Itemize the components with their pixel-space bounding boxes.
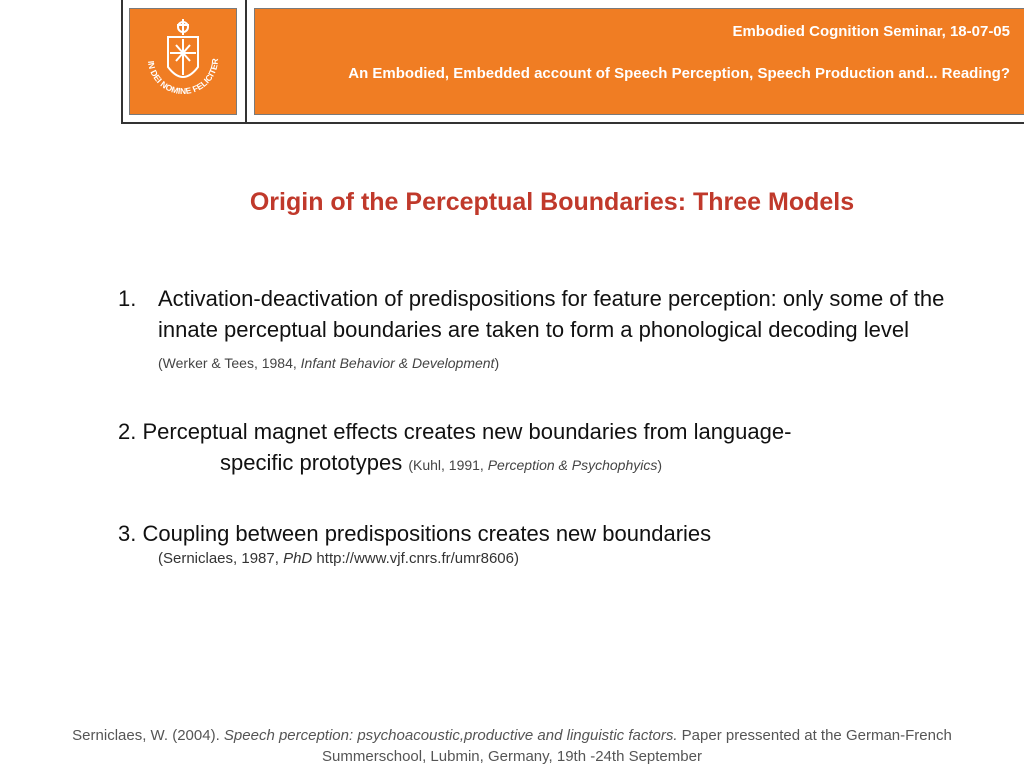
citation: (Kuhl, 1991, Perception & Psychophyics)	[408, 457, 663, 473]
citation: (Serniclaes, 1987, PhD http://www.vjf.cnrs.fr/umr8606)	[158, 550, 519, 567]
item-text-line1: 2. Perceptual magnet effects creates new boundaries from language-	[118, 419, 792, 444]
item-text-block	[158, 283, 958, 379]
citation: (Werker & Tees, 1984, Infant Behavior & Development)	[158, 355, 500, 371]
list-item	[118, 416, 958, 481]
university-logo	[129, 8, 237, 115]
seminar-label: Embodied Cognition Seminar, 18-07-05	[732, 23, 1010, 40]
item-text-line2: specific prototypes (Kuhl, 1991, Perception & Psychophyics)	[220, 450, 663, 475]
item-text: 3. Coupling between predispositions creates new boundaries	[118, 521, 712, 546]
list-item	[118, 518, 958, 569]
item-text: Activation-deactivation of predispositions for feature perception: only some of the innate perceptual boundaries are taken to form a phonological decoding level	[158, 286, 945, 342]
footer-reference: Serniclaes, W. (2004). Speech perception: psychoacoustic,productive and linguistic factors. Paper pressented at the German-French Summerschool, Lubmin, Germany, 19th -24th September	[72, 727, 952, 765]
header-banner	[254, 8, 1024, 115]
item-number: 1.	[118, 286, 137, 311]
talk-title: An Embodied, Embedded account of Speech Perception, Speech Production and... Reading?	[348, 65, 1010, 82]
slide-title: Origin of the Perceptual Boundaries: Three Models	[249, 188, 855, 216]
seal-icon	[130, 9, 236, 114]
list-item	[118, 283, 958, 379]
header-divider	[245, 0, 247, 122]
svg-text:IN DEI NOMINE FELICITER: IN DEI NOMINE FELICITER	[146, 58, 221, 97]
